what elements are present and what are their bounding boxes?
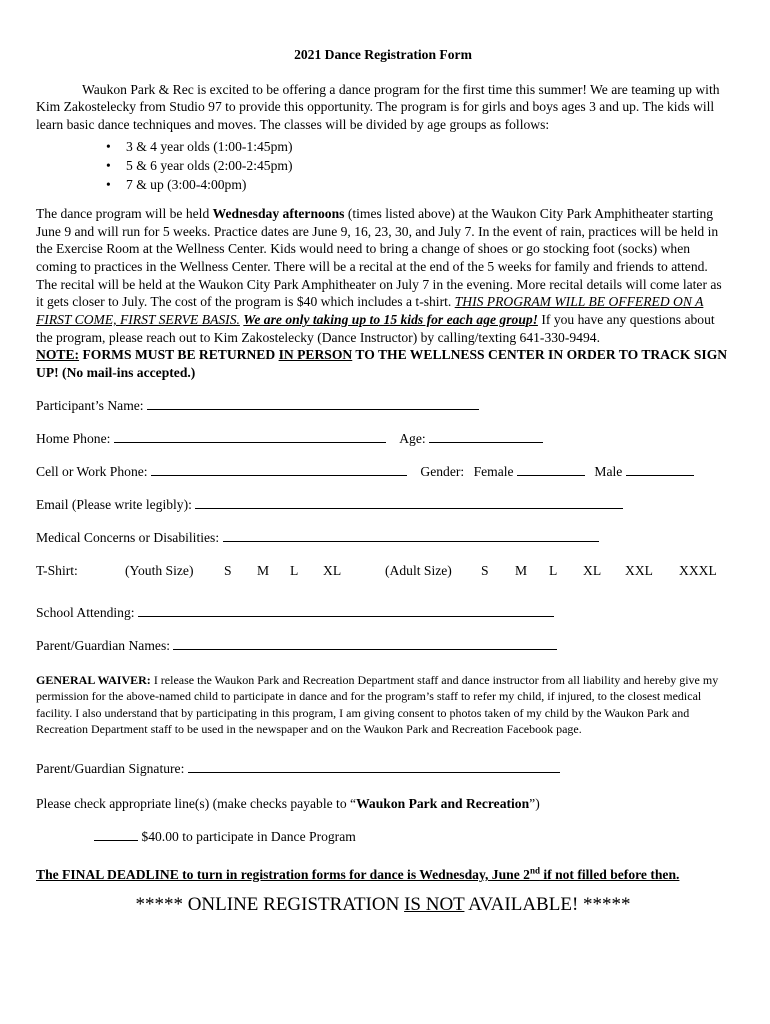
medical-label: Medical Concerns or Disabilities: [36, 529, 220, 545]
age-group-item: • 3 & 4 year olds (1:00-1:45pm) [126, 137, 730, 156]
waiver-text: I release the Waukon Park and Recreation Department staff and dance instructor from all liability and hereby give my permission for the above-named child to participate in dance and for the program’s staff to refer my child, if injured, to the closest medical facility. I also understand that by participating in this program, I am giving consent to photos taken of my child by the Waukon Park and Recreation Department staff to be used in the newspaper and on the Waukon Park and Recreation Facebook page. [36, 672, 719, 737]
note-paragraph: NOTE: FORMS MUST BE RETURNED IN PERSON TO THE WELLNESS CENTER IN ORDER TO TRACK SIGN UP! (No mail-ins accepted.) [36, 347, 728, 381]
age-groups-list [36, 137, 730, 194]
note-label: NOTE: [36, 347, 80, 363]
adult-size-l[interactable]: L [549, 562, 558, 578]
youth-size-xl[interactable]: XL [323, 562, 342, 578]
email-row [36, 496, 730, 513]
check-instructions: Please check appropriate line(s) (make checks payable to “Waukon Park and Recreation”) [36, 795, 540, 811]
guardian-names-label: Parent/Guardian Names: [36, 637, 171, 653]
home-phone-label: Home Phone: [36, 430, 111, 446]
adult-size-xl[interactable]: XL [583, 562, 602, 578]
payment-checkbox-line[interactable] [94, 828, 138, 841]
guardian-signature-line[interactable] [188, 760, 560, 773]
youth-size-l[interactable]: L [290, 562, 299, 578]
adult-size-m[interactable]: M [515, 562, 528, 578]
details-text: (times listed above) at the Waukon City Park Amphitheater starting June 9 and will run for 5 weeks. Practice dates are June 9, 16, 23, 30, and July 7. In the event of rain, practices will be held in the Exercise Room at the Wellness Center. Kids would need to bring a change of shoes or go stocking foot (socks) when coming to practices in the Wellness Center. There will be a recital at the end of the 5 weeks for family and friends to attend. The recital will be held at the Waukon City Park Amphitheater on July 7 in the evening. More recital details will come later as it gets closer to July. The cost of the program is $40 which includes a t-shirt. [36, 205, 722, 310]
school-row [36, 604, 730, 621]
youth-size-label: (Youth Size) [125, 562, 194, 578]
youth-size-m[interactable]: M [257, 562, 270, 578]
male-label: Male [594, 463, 623, 479]
details-text: The dance program will be held [36, 205, 213, 221]
female-line[interactable] [517, 463, 585, 476]
gender-label: Gender: [420, 463, 465, 479]
email-label: Email (Please write legibly): [36, 496, 192, 512]
contact-text: If you have any questions about the program, please reach out to Kim Zakostelecky (Dance Instructor) by calling/texting 641-330-9494. [36, 312, 715, 345]
details-bold-text: Wednesday afternoons [212, 205, 345, 221]
age-line[interactable] [429, 430, 543, 443]
waiver-label: GENERAL WAIVER: [36, 672, 151, 687]
medical-row [36, 529, 730, 546]
cell-phone-row [36, 463, 730, 480]
payment-option-row [94, 828, 730, 846]
home-phone-line[interactable] [114, 430, 386, 443]
details-paragraph [36, 205, 730, 347]
male-line[interactable] [626, 463, 694, 476]
payment-option-label: $40.00 to participate in Dance Program [141, 829, 356, 845]
adult-size-xxxl[interactable]: XXXL [679, 562, 717, 578]
age-group-item: • 7 & up (3:00-4:00pm) [126, 175, 730, 194]
age-label: Age: [399, 430, 426, 446]
guardian-signature-row [36, 760, 730, 777]
tshirt-label: T-Shirt: [36, 562, 78, 578]
limit-text: We are only taking up to 15 kids for each age group! [243, 312, 538, 328]
guardian-names-row [36, 637, 730, 654]
adult-size-s[interactable]: S [481, 562, 489, 578]
in-person-text: IN PERSON [278, 347, 353, 363]
deadline-notice: The FINAL DEADLINE to turn in registration forms for dance is Wednesday, June 2nd if not filled before then. [36, 865, 680, 882]
age-group-item: • 5 & 6 year olds (2:00-2:45pm) [126, 156, 730, 175]
participant-name-label: Participant’s Name: [36, 397, 144, 413]
youth-size-s[interactable]: S [224, 562, 232, 578]
payee-name: Waukon Park and Recreation [356, 795, 530, 811]
school-line[interactable] [138, 604, 554, 617]
medical-line[interactable] [223, 529, 599, 542]
first-come-text: THIS PROGRAM WILL BE OFFERED ON A FIRST COME, FIRST SERVE BASIS. [36, 294, 704, 328]
adult-size-xxl[interactable]: XXL [625, 562, 653, 578]
school-label: School Attending: [36, 604, 135, 620]
participant-name-line[interactable] [147, 397, 479, 410]
guardian-names-line[interactable] [173, 637, 557, 650]
participant-name-row [36, 397, 730, 414]
online-registration-notice: ***** ONLINE REGISTRATION IS NOT AVAILABLE! ***** [135, 893, 631, 915]
form-title: 2021 Dance Registration Form [294, 47, 472, 62]
guardian-signature-label: Parent/Guardian Signature: [36, 760, 185, 776]
tshirt-row [36, 562, 730, 580]
adult-size-label: (Adult Size) [385, 562, 452, 578]
is-not-text: IS NOT [404, 893, 465, 915]
cell-phone-line[interactable] [151, 463, 407, 476]
home-phone-row [36, 430, 730, 447]
cell-phone-label: Cell or Work Phone: [36, 463, 148, 479]
email-line[interactable] [195, 496, 623, 509]
intro-paragraph: Waukon Park & Rec is excited to be offering a dance program for the first time this summer! We are teaming up with Kim Zakostelecky from Studio 97 to provide this opportunity. The program is for girls and boys ages 3 and up. The kids will learn basic dance techniques and moves. The classes will be divided by age groups as follows: [36, 81, 720, 133]
general-waiver [36, 672, 730, 738]
female-label: Female [473, 463, 514, 479]
